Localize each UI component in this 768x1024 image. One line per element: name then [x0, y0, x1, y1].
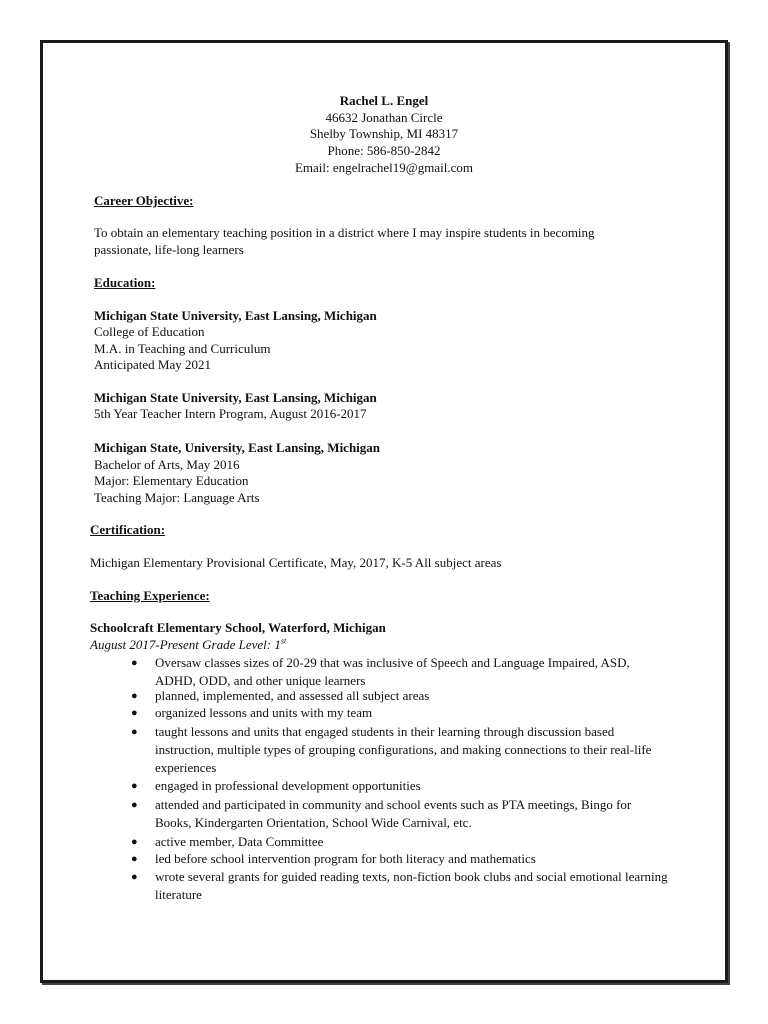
education-detail: College of Education — [94, 324, 205, 339]
objective-heading: Career Objective: — [94, 193, 194, 208]
objective-text-line-1: To obtain an elementary teaching position in a district where I may inspire students in becoming — [94, 225, 595, 240]
education-detail: M.A. in Teaching and Curriculum — [94, 341, 271, 356]
education-school-1: Michigan State University, East Lansing, Michigan — [94, 308, 377, 323]
candidate-name: Rachel L. Engel — [339, 93, 429, 108]
experience-bullet: Oversaw classes sizes of 20-29 that was inclusive of Speech and Language Impaired, ASD, ADHD, ODD, and other unique learners — [155, 655, 630, 688]
bullet-icon: ● — [131, 707, 138, 719]
bullet-icon: ● — [131, 780, 138, 792]
certification-heading: Certification: — [90, 522, 166, 537]
experience-bullet: attended and participated in community and school events such as PTA meetings, Bingo for Books, Kindergarten Orientation, School Wide Carnival, etc. — [155, 797, 632, 830]
experience-employer: Schoolcraft Elementary School, Waterford, Michigan — [90, 620, 386, 635]
certification-text: Michigan Elementary Provisional Certificate, May, 2017, K-5 All subject areas — [90, 555, 502, 570]
address-line-2: Shelby Township, MI 48317 — [309, 126, 459, 141]
bullet-icon: ● — [131, 853, 138, 865]
experience-bullet: active member, Data Committee — [155, 834, 324, 849]
bullet-icon: ● — [131, 726, 138, 738]
education-detail: Anticipated May 2021 — [94, 357, 211, 372]
bullet-icon: ● — [131, 836, 138, 848]
experience-dates-text: August 2017-Present Grade Level: 1 — [90, 637, 281, 652]
bullet-icon: ● — [131, 657, 138, 669]
education-school-3: Michigan State, University, East Lansing, Michigan — [94, 440, 381, 455]
experience-bullet: led before school intervention program for both literacy and mathematics — [155, 851, 536, 866]
education-detail: Bachelor of Arts, May 2016 — [94, 457, 240, 472]
bullet-icon: ● — [131, 690, 138, 702]
experience-dates — [90, 637, 286, 653]
education-detail: Teaching Major: Language Arts — [94, 490, 260, 505]
education-detail: 5th Year Teacher Intern Program, August 2016-2017 — [94, 406, 367, 421]
experience-bullet: planned, implemented, and assessed all subject areas — [155, 688, 430, 703]
email: Email: engelrachel19@gmail.com — [294, 160, 474, 175]
bullet-icon: ● — [131, 871, 138, 883]
experience-bullet: organized lessons and units with my team — [155, 705, 373, 720]
address-line-1: 46632 Jonathan Circle — [325, 110, 443, 125]
experience-heading: Teaching Experience: — [90, 588, 210, 603]
experience-bullet: taught lessons and units that engaged students in their learning through discussion based instruction, multiple types of grouping configurations, and making connections to their real-life experiences — [155, 724, 652, 775]
education-detail: Major: Elementary Education — [94, 473, 249, 488]
experience-bullet: wrote several grants for guided reading texts, non-fiction book clubs and social emotional learning literature — [155, 869, 668, 902]
education-school-2: Michigan State University, East Lansing, Michigan — [94, 390, 377, 405]
education-heading: Education: — [94, 275, 156, 290]
experience-dates-sup: st — [280, 636, 287, 646]
objective-text-line-2: passionate, life-long learners — [94, 242, 244, 257]
experience-bullet: engaged in professional development opportunities — [155, 778, 421, 793]
phone: Phone: 586-850-2842 — [327, 143, 441, 158]
bullet-icon: ● — [131, 799, 138, 811]
